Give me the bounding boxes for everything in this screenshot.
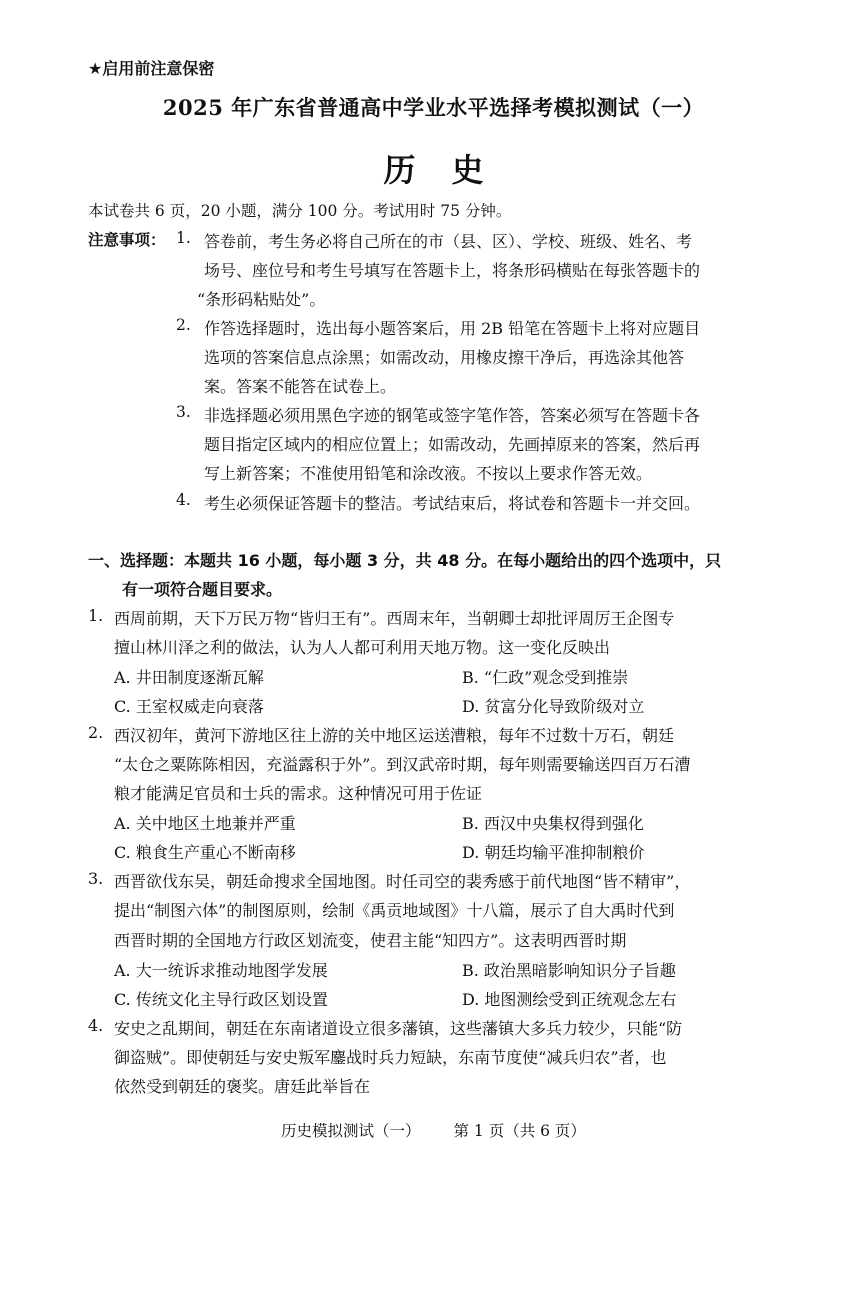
note-number: 2. xyxy=(176,316,191,334)
note-number: 1. xyxy=(176,229,191,247)
note-line: 考生必须保证答题卡的整洁。考试结束后，将试卷和答题卡一并交回。 xyxy=(204,494,701,513)
option-c: C. 传统文化主导行政区划设置 xyxy=(114,990,328,1009)
option-b: B. “仁政”观念受到推崇 xyxy=(462,668,629,687)
option-b: B. 西汉中央集权得到强化 xyxy=(462,814,644,833)
page-footer xyxy=(0,1119,867,1141)
question-line: 安史之乱期间，朝廷在东南诸道设立很多藩镇，这些藩镇大多兵力较少，只能“防 xyxy=(114,1019,683,1038)
question-line: 提出“制图六体”的制图原则，绘制《禹贡地域图》十八篇，展示了自大禹时代到 xyxy=(114,901,675,920)
note-line: 题目指定区域内的相应位置上；如需改动，先画掉原来的答案，然后再 xyxy=(204,435,701,454)
footer-page-number: 第 1 页（共 6 页） xyxy=(453,1122,586,1140)
section-heading: 一、选择题：本题共 16 小题，每小题 3 分，共 48 分。在每小题给出的四个选项中，只 xyxy=(88,551,722,570)
exam-title: 2025 年广东省普通高中学业水平选择考模拟测试（一） xyxy=(162,95,705,120)
note-line: 作答选择题时，选出每小题答案后，用 2B 铅笔在答题卡上将对应题目 xyxy=(204,319,701,338)
confidential-notice: ★启用前注意保密 xyxy=(88,59,215,78)
option-c: C. 粮食生产重心不断南移 xyxy=(114,843,296,862)
note-line: 写上新答案；不准使用铅笔和涂改液。不按以上要求作答无效。 xyxy=(204,464,653,483)
note-line: 非选择题必须用黑色字迹的钢笔或签字笔作答，答案必须写在答题卡各 xyxy=(204,406,701,425)
option-d: D. 贫富分化导致阶级对立 xyxy=(462,697,645,716)
question-number: 1. xyxy=(88,606,104,625)
question-line: 御盗贼”。即使朝廷与安史叛军鏖战时兵力短缺，东南节度使“减兵归农”者，也 xyxy=(114,1048,667,1067)
question-line: “太仓之粟陈陈相因，充溢露积于外”。到汉武帝时期，每年则需要输送四百万石漕 xyxy=(114,755,691,774)
subject-title: 历史 xyxy=(383,151,520,189)
question-line: 西周前期，天下万民万物“皆归王有”。西周末年，当朝卿士却批评周厉王企图专 xyxy=(114,609,675,628)
option-c: C. 王室权威走向衰落 xyxy=(114,697,264,716)
question-line: 西晋时期的全国地方行政区划流变，使君主能“知四方”。这表明西晋时期 xyxy=(114,931,627,950)
option-b: B. 政治黑暗影响知识分子旨趣 xyxy=(462,961,676,980)
section-heading-cont: 有一项符合题目要求。 xyxy=(122,580,283,599)
note-line: 选项的答案信息点涂黑；如需改动，用橡皮擦干净后，再选涂其他答 xyxy=(204,348,685,367)
exam-meta: 本试卷共 6 页，20 小题，满分 100 分。考试用时 75 分钟。 xyxy=(88,202,512,220)
question-line: 西汉初年，黄河下游地区往上游的关中地区运送漕粮，每年不过数十万石，朝廷 xyxy=(114,726,675,745)
option-d: D. 地图测绘受到正统观念左右 xyxy=(462,990,677,1009)
question-number: 3. xyxy=(88,869,104,888)
question-number: 2. xyxy=(88,723,104,742)
note-number: 4. xyxy=(176,491,191,509)
question-number: 4. xyxy=(88,1016,104,1035)
note-line: 场号、座位号和考生号填写在答题卡上，将条形码横贴在每张答题卡的 xyxy=(204,261,701,280)
question-line: 粮才能满足官员和士兵的需求。这种情况可用于佐证 xyxy=(114,784,483,803)
note-line: 答卷前，考生务必将自己所在的市（县、区）、学校、班级、姓名、考 xyxy=(204,232,693,251)
question-line: 擅山林川泽之利的做法，认为人人都可利用天地万物。这一变化反映出 xyxy=(114,638,611,657)
note-line: “条形码粘贴处”。 xyxy=(197,290,326,309)
option-d: D. 朝廷均输平准抑制粮价 xyxy=(462,843,645,862)
notes-label: 注意事项： xyxy=(88,231,166,249)
option-a: A. 大一统诉求推动地图学发展 xyxy=(114,961,328,980)
option-a: A. 关中地区土地兼并严重 xyxy=(114,814,296,833)
note-number: 3. xyxy=(176,403,191,421)
footer-exam-name: 历史模拟测试（一） xyxy=(281,1122,421,1140)
question-line: 依然受到朝廷的褒奖。唐廷此举旨在 xyxy=(114,1077,371,1096)
option-a: A. 井田制度逐渐瓦解 xyxy=(114,668,264,687)
note-line: 案。答案不能答在试卷上。 xyxy=(204,377,397,396)
question-line: 西晋欲伐东吴，朝廷命搜求全国地图。时任司空的裴秀感于前代地图“皆不精审”， xyxy=(114,872,691,891)
